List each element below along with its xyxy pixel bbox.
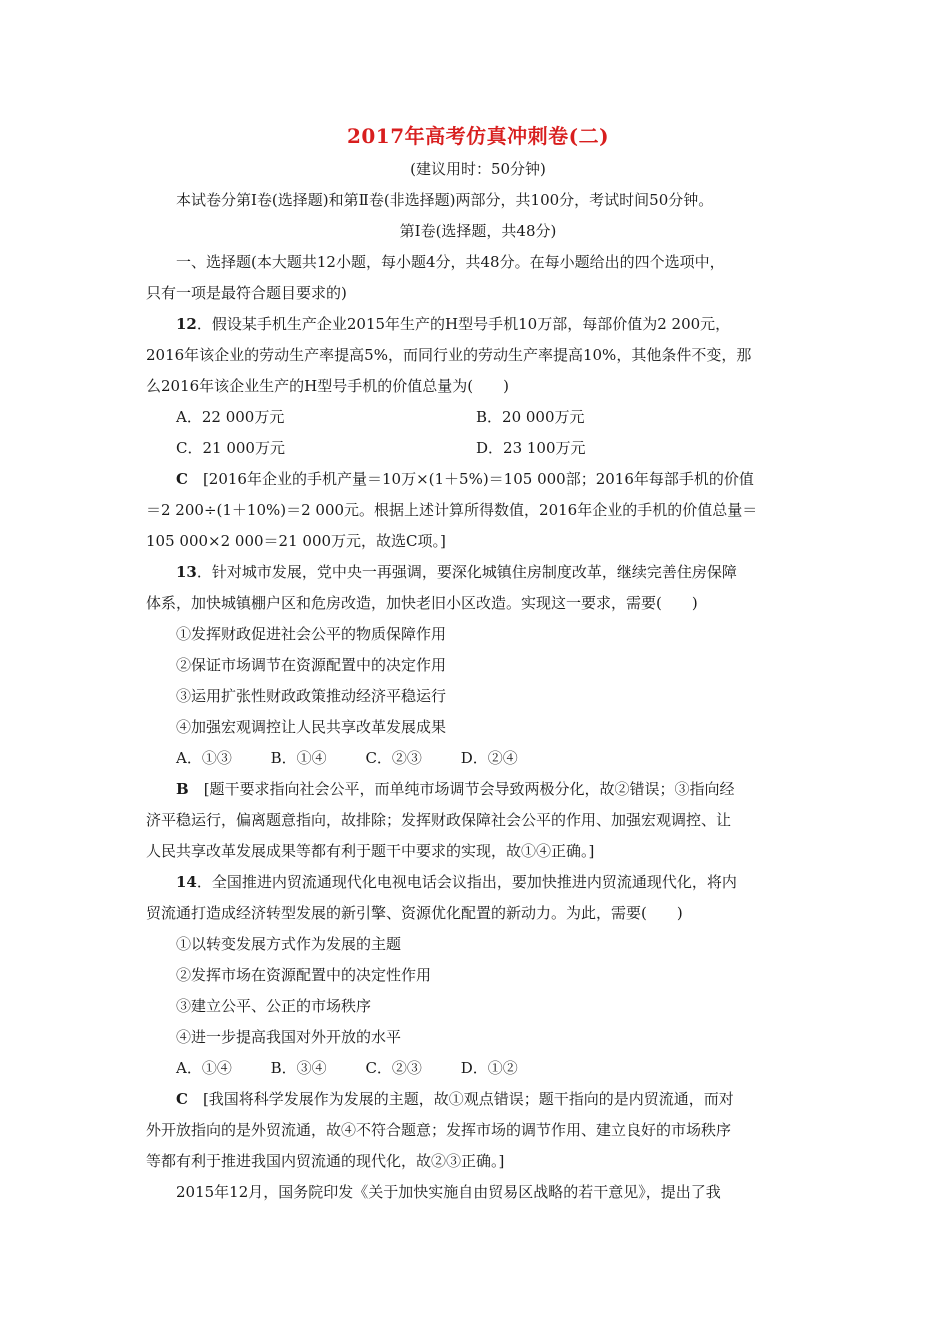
passage-line: 2015年12月，国务院印发《关于加快实施自由贸易区战略的若干意见》，提出了我 (176, 1183, 721, 1201)
options-row (146, 1053, 810, 1084)
question-stem-line: 贸流通打造成经济转型发展的新引擎、资源优化配置的新动力。为此，需要( ) (146, 904, 683, 922)
option-a: A．①③ (176, 749, 232, 767)
question-stem-line (146, 867, 810, 898)
explanation-line (146, 774, 810, 805)
section-title: 第Ⅰ卷(选择题，共48分) (399, 222, 557, 240)
statement-item: ②发挥市场在资源配置中的决定性作用 (176, 966, 432, 984)
explanation-text: [2016年企业的手机产量＝10万×(1＋5%)＝105 000部；2016年每部手机的价值 (187, 470, 754, 488)
question-number: 14 (176, 873, 197, 891)
question-stem-text: ．假设某手机生产企业2015年生产的H型号手机10万部，每部价值为2 200元， (196, 315, 731, 333)
option-c: C．②③ (365, 749, 422, 767)
answer-letter: C (176, 470, 188, 488)
statement-item: ④加强宏观调控让人民共享改革发展成果 (176, 718, 447, 736)
question-number: 12 (176, 315, 197, 333)
instructions-line: 只有一项是最符合题目要求的) (146, 284, 347, 302)
statement-item: ①发挥财政促进社会公平的物质保障作用 (176, 625, 447, 643)
explanation-line: ＝2 200÷(1＋10%)＝2 000元。根据上述计算所得数值，2016年企业的手机的价值总量＝ (146, 501, 758, 519)
statement-item: ④进一步提高我国对外开放的水平 (176, 1028, 402, 1046)
option-b: B．③④ (270, 1059, 327, 1077)
explanation-text: [题干要求指向社会公平，而单纯市场调节会导致两极分化，故②错误；③指向经 (188, 780, 735, 798)
explanation-line: 外开放指向的是外贸流通，故④不符合题意；发挥市场的调节作用、建立良好的市场秩序 (146, 1121, 732, 1139)
statement-item: ②保证市场调节在资源配置中的决定作用 (176, 656, 447, 674)
question-stem-line: 么2016年该企业生产的H型号手机的价值总量为( ) (146, 377, 509, 395)
explanation-line (146, 464, 810, 495)
option-d: D．①② (460, 1059, 518, 1077)
question-stem-line (146, 557, 810, 588)
answer-letter: C (176, 1090, 188, 1108)
options-row (146, 743, 810, 774)
option-c: C．②③ (365, 1059, 422, 1077)
question-stem-line (146, 309, 810, 340)
exam-page (146, 118, 810, 1208)
intro-text: 本试卷分第Ⅰ卷(选择题)和第Ⅱ卷(非选择题)两部分，共100分，考试时间50分钟。 (176, 191, 714, 209)
options-row (146, 433, 810, 464)
suggested-time: (建议用时：50分钟) (410, 160, 546, 178)
question-stem-line: 体系，加快城镇棚户区和危房改造，加快老旧小区改造。实现这一要求，需要( ) (146, 594, 698, 612)
page-title: 2017年高考仿真冲刺卷(二) (346, 124, 610, 148)
explanation-text: [我国将科学发展作为发展的主题，故①观点错误；题干指向的是内贸流通，而对 (187, 1090, 734, 1108)
question-12 (146, 309, 810, 557)
question-14 (146, 867, 810, 1177)
explanation-line: 105 000×2 000＝21 000万元，故选C项。] (146, 532, 446, 550)
explanation-line: 等都有利于推进我国内贸流通的现代化，故②③正确。] (146, 1152, 505, 1170)
option-a: A．①④ (176, 1059, 232, 1077)
question-number: 13 (176, 563, 197, 581)
option-b: B．20 000万元 (476, 408, 585, 426)
statement-item: ③建立公平、公正的市场秩序 (176, 997, 372, 1015)
option-a: A．22 000万元 (176, 408, 285, 426)
statement-item: ③运用扩张性财政政策推动经济平稳运行 (176, 687, 447, 705)
options-row (146, 402, 810, 433)
option-d: D．②④ (460, 749, 518, 767)
explanation-line: 济平稳运行，偏离题意指向，故排除；发挥财政保障社会公平的作用、加强宏观调控、让 (146, 811, 732, 829)
question-stem-line: 2016年该企业的劳动生产率提高5%，而同行业的劳动生产率提高10%，其他条件不变，那 (146, 346, 752, 364)
question-stem-text: ．针对城市发展，党中央一再强调，要深化城镇住房制度改革，继续完善住房保障 (196, 563, 737, 581)
instructions-line: 一、选择题(本大题共12小题，每小题4分，共48分。在每小题给出的四个选项中， (176, 253, 725, 271)
answer-letter: B (176, 780, 189, 798)
question-stem-text: ．全国推进内贸流通现代化电视电话会议指出，要加快推进内贸流通现代化，将内 (196, 873, 737, 891)
option-b: B．①④ (270, 749, 327, 767)
question-13 (146, 557, 810, 867)
option-c: C．21 000万元 (176, 439, 285, 457)
option-d: D．23 100万元 (476, 439, 586, 457)
explanation-line: 人民共享改革发展成果等都有利于题干中要求的实现，故①④正确。] (146, 842, 595, 860)
explanation-line (146, 1084, 810, 1115)
statement-item: ①以转变发展方式作为发展的主题 (176, 935, 402, 953)
